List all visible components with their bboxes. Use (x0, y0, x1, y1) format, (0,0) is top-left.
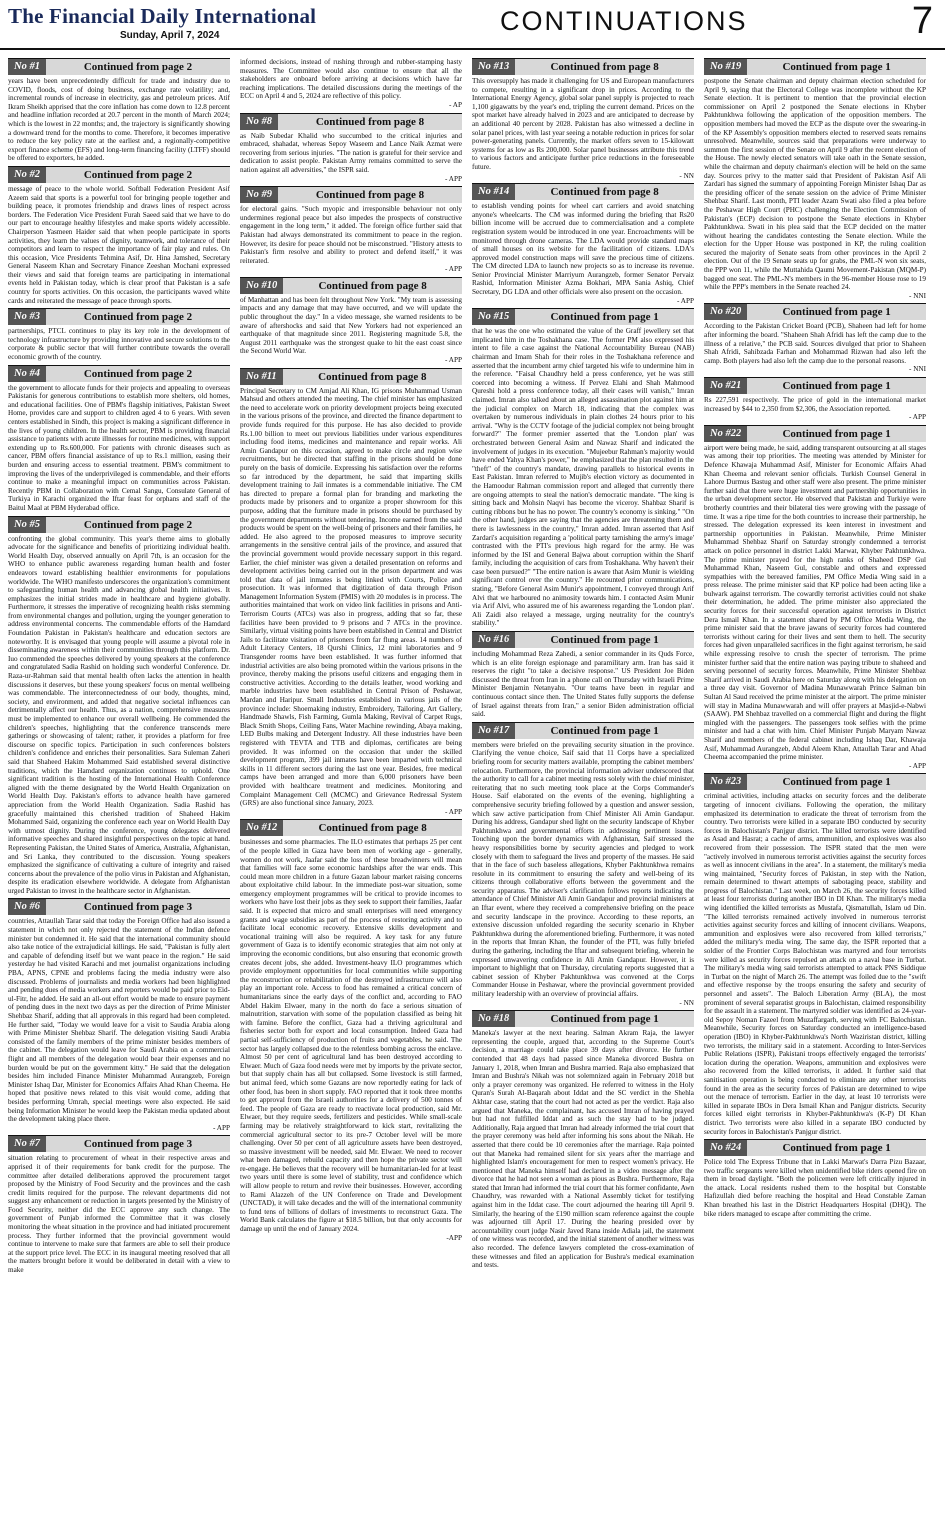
wire-credit: -APP (446, 1233, 462, 1242)
continuation-source: Continued from page 8 (318, 822, 427, 835)
continuation-header (472, 722, 694, 739)
continuation-header (472, 183, 694, 200)
continuation-source: Continued from page 8 (315, 189, 425, 202)
continuation-source: Continued from page 1 (782, 306, 891, 319)
continuation-block (8, 898, 230, 1132)
wire-credit: - AP (449, 100, 462, 109)
wire-credit: - NN (679, 171, 694, 180)
wire-credit: - APP (445, 807, 462, 816)
continuation-header (704, 425, 926, 442)
continuation-block (240, 58, 462, 110)
continuation-text: airport were being made, he said, adding transparent outsourcing at all stages was among their top priorities. The meeting was attended by Minister for Defence Khawaja Muhammad Asif, Minister for Economic Affairs Ahad Khan Cheema and relevant senior officials. Turkish Counsel General in Lahore Durmus Bastug and other staff were also present. The prime minister further said that there were huge investment and partnership opportunities in the urban development sector. He observed that Pakistan and Turkiye were brotherly countries and their bilateral ties were growing with the passage of time. It was a ripe time for the both countries to increase their partnership, he stressed. The delegation expressed its keen interest in investment and partnership opportunities in Pakistan. Meanwhile, Prime Minister Muhammad Shehbaz Sharif on Saturday strongly condemned a terrorist attack on police personnel in district Lakki Marwat, Khyber Pakhtunkhwa. The prime minister prayed for the high ranks of Shaheed DSP Gul Muhammad Khan, Naseem Gul, constable and others and expressed sympathies with the bereaved families, PM Office Media Wing said in a press release. The prime minister said that KP police had been acting like a bulwark against terrorism. The cowardly terrorist activities could not shake their determination, he added. The prime minister also appreciated the security forces for their successful operation against terrorists in District Dera Ismail Khan. In a statement shared by PM Office Media Wing, the prime minister said that the brave jawans of security forces had countered terrorists without caring for their lives and sent them to hell. The security forces had given unparalleled sacrifices in the fight against terrorism, he said while expressing resolve to crush the specter of terrorism. The prime minister further said that the entire nation was paying tribute to shaheed and serving personnel of security forces. Meanwhile, Prime Minister Shehbaz Sharif arrived in Saudi Arabia here on Saturday along with his delegation on a three day visit. Governor of Madina Munawwarah Prince Salman bin Sultan Al Saud received the prime minister at the airport. The prime minister will stay in Madina Munawwarah and will offer prayers at Masjid-e-Nabwi (SAAW). PM Shehbaz travelled on a commercial flight and during the flight mingled with the passengers. The passengers took selfies with the prime minister and had a chat with him. Chief Minister Punjab Maryam Nawaz Sharif and members of the federal cabinet including Ishaq Dar, Khawaja Asif, Muhammad Aurangzeb, Abdul Aleem Khan, Attaullah Tarar and Ahad Cheema accompanied the prime minister. (704, 443, 926, 762)
continuation-header (8, 58, 230, 75)
continuation-source: Continued from page 8 (318, 370, 427, 383)
continuation-block (472, 308, 694, 628)
continuation-source: Continued from page 1 (550, 634, 659, 647)
continuation-block (704, 377, 926, 422)
continuation-number: No #15 (472, 309, 515, 325)
continuation-text: message of peace to the whole world. Softball Federation President Asif Azeem said that sports is a powerful tool for bringing people together and building peace, it promotes friendship and draws lines of respect across borders. The Federation Vice President Furah Saeed said that we have to do our part to encourage healthy lifestyles and make sports widely accessible. Chairperson Yasmeen Haider said that when people participate in sports activities, they learn the values of dignity, teamwork, and tolerance of their competitors and learn to respect the importance of fair play and rules. On this occasion, Vice Presidents Tehmina Asif, Dr. Hina Jamshed, Secretary General Naseem Khan and Secretary Finance Zeeshan Mochani expressed their views and said that foreign teams are participating in international events held in Pakistan today, which is clear proof that Pakistan is a safe country for sports activities. On this occasion, the participants waved white cards and reiterated the message of peace through sports. (8, 184, 230, 305)
wire-credit: - APP (909, 413, 926, 422)
wire-credit: - NNI (909, 291, 926, 300)
continuation-text: years have been unprecedentedly difficult for trade and industry due to COVID, floods, cost of doing business, exchange rate volatility; and, incremental rounds of increase in electricity, gas and petroleum prices. Atif Ikram Sheikh apprised that the core inflation has come down to 12.8 percent and headline inflation recorded at 20.7 percent in the month of March 2024; which is the lowest in 22 months; and, the trajectory is significantly showing a downward trend for the months to come. Therefore, it becomes imperative to reduce the key policy rate at the earliest and, a regionally-competitive export finance scheme (EFS) and long-term financing facility (LTFF) should be offered to exporters, he added. (8, 77, 230, 163)
continuation-text: as Naib Subedar Khalid who succumbed to the critical injuries and embraced, shahadat, whereas Sepoy Waseem and Lance Naik Azmat were recovering from serious injuries. "The nation is grateful for their service and dedication to assist people. Pakistan Army remains committed to serve the nation against all adversities," the ISPR said. (240, 131, 462, 174)
continuation-block (472, 183, 694, 305)
continuation-source: Continued from page 8 (550, 61, 659, 73)
continuation-source: Continued from page 3 (83, 1138, 193, 1151)
continuation-text: This oversupply has made it challenging for US and European manufacturers to compete, resulting in a significant drop in prices. According to the International Energy Agency, global solar panel supply is projected to reach 1,100 gigawatts by the year's end, tripling the current demand. Prices on the spot market have already halved in 2023 and are anticipated to decrease by an additional 40 percent by 2028. Pakistan has also witnessed a decline in solar panel prices, with last year seeing a notable reduction in prices for solar power-generating panels. Currently, the market offers seven to 15-kilowatt systems for as low as Rs 200,000. Solar panel businesses attribute this trend to various factors and anticipate further price reductions in the foreseeable future. (472, 77, 694, 171)
continuation-block (472, 631, 694, 719)
continuation-header (8, 308, 230, 325)
wire-credit: - APP (445, 265, 462, 274)
continuation-source: Continued from page 2 (83, 168, 193, 181)
continuation-source: Continued from page 2 (83, 311, 193, 324)
continuation-header (8, 166, 230, 183)
continuation-header (240, 819, 462, 836)
wire-credit: - APP (909, 761, 926, 770)
continuation-text: partnerships, PTCL continues to play its key role in the development of technology infrastructure by providing innovative and secure solutions to the corporate & public sector that will further contribute towards the overall economic growth of the country. (8, 327, 230, 362)
continuation-text: the government to allocate funds for their projects and appealing to overseas Pakistanis for generous contributions to establish more shelters, old homes, and educational facilities. One of PBM's flagship initiatives, Pakistan Sweet Home, provides care and support to children aged 4 to 6 years. With seven centers established in Sindh, this project is making a significant difference in the lives of young children. In the health sector, PBM is providing financial assistance to patients with acute illnesses for routine medicines, with support extending up to Rs.600,000. For patients with chronic diseases such as cancer, PBM offers financial assistance of up to Rs.1 million, easing their burden and ensuring access to essential treatment. PBM's commitment to improving the lives of the underprivileged is commendable, and their efforts continue to make a meaningful impact on communities across Pakistan. Recently PBM in Collaboration with Cemal Sangu, Consulate General of Turkiya in Karachi organized the Iftar feast for orphans and staff of the Baitul Maal at PBM Hyderabad office. (8, 383, 230, 512)
continuation-block (8, 1135, 230, 1274)
continuation-source: Continued from page 1 (782, 427, 891, 440)
continuation-block (472, 1010, 694, 1270)
continuation-number: No #4 (8, 366, 46, 382)
continuation-header (704, 58, 926, 75)
continuation-block (704, 1139, 926, 1218)
wire-credit: - NNI (909, 365, 926, 374)
continuation-block (240, 277, 462, 365)
continuation-block (8, 166, 230, 305)
continuation-header (472, 308, 694, 325)
continuation-number: No #23 (704, 774, 747, 790)
continuation-number: No #24 (704, 1140, 747, 1156)
columns-container (0, 50, 945, 1528)
continuation-source: Continued from page 1 (550, 724, 659, 737)
continuation-number: No #14 (472, 184, 515, 200)
continuation-text: Police told The Express Tribune that in Lakki Marwat's Darra Pizu Bazaar, two traffic sergeants were killed when unidentified bike riders opened fire on them in broad daylight. "Both the policemen were left critically injured in the attack. Local residents rushed them to the hospital but Constable Hafizullah died before reaching the hospital and Head Constable Zaman Khan breathed his last in the District Headquarters Hospital (DHQ). The bike riders managed to escape after committing the crime. (704, 1158, 926, 1218)
wire-credit: - APP (213, 1123, 230, 1132)
continuation-number: No #22 (704, 426, 747, 442)
continuation-block (704, 58, 926, 300)
brand (8, 4, 316, 41)
continuation-text: postpone the Senate chairman and deputy chairman election scheduled for April 9, saying that the Electoral College was incomplete without the KP Senate election. It is pertinent to mention that the provincial election commissioner on April 2 postponed the Senate elections in Khyber Pakhtunkhwa following the application of the opposition members. The opposition members had moved the ECP as the dispute over the swearing-in of the KP Assembly's opposition members elected to reserved seats remains unresolved. Meanwhile, sources said that preparations were underway to summon the first session of the Senate on April 9 after the recent election of the House. The newly elected senators will take oath in the Senate session, while the chairman and deputy chairman's election will be held on the same day. Sources privy to the matter said that President of Pakistan Asif Ali Zardari has signed the summary of appointing Foreign Minister Ishaq Dar as the presiding officer of the senate session on the advice of Prime Minister Shehbaz Sharif. Last month, PTI leader Azam Swati also filed a plea before the Peshawar High Court (PHC) challenging the Election Commission of Pakistan's (ECP) decision to postpone the Senate elections in Khyber Pakhtunkhwa. Swati in his plea said that the ECP decided on the matter without hearing the candidates contesting the Senate election. While the election for the Upper House was postponed in KP, the ruling coalition secured the majority of Senate seats from other provinces in the April 2 election. Out of the 19 Senate seats up for grabs, the PML-N won six seats, the PPP won 11, while the Muttahida Qaumi Movement-Pakistan (MQM-P) bagged one seat. The PML-N's members in the 96-member House rose to 19 while the PPP's members in the Senate reached 24. (704, 77, 926, 292)
continuation-number: No #2 (8, 167, 46, 183)
continuation-number: No #12 (240, 820, 283, 836)
continuation-source: Continued from page 3 (83, 901, 193, 914)
continuation-header (240, 277, 462, 294)
continuation-header (8, 1135, 230, 1152)
continuation-header (240, 368, 462, 385)
wire-credit: - APP (445, 356, 462, 365)
column-1 (8, 58, 230, 1528)
continuation-header (472, 631, 694, 648)
continuation-number: No #1 (8, 59, 46, 75)
continuation-source: Continued from page 1 (782, 1142, 891, 1155)
continuation-block (240, 186, 462, 274)
section-title: CONTINUATIONS (500, 6, 748, 36)
continuation-header (8, 898, 230, 915)
continuation-source: Continued from page 2 (83, 367, 193, 380)
continuation-text: Maneka's lawyer at the next hearing. Salman Akram Raja, the lawyer representing the couple, argued that, according to the Supreme Court's decision, a marriage could take place 39 days after divorce. He further contended that 48 days had passed since Maneka divorced Bushra on January 1, 2018, when Imran and Bushra married. Raja also emphasized that Imran and Bushra's Nikah was not solemnized again in February 2018 but only a prayer ceremony was organized. He referred to witness in the Holy Quran's Surah Al-Baqarah about Iddat and the SC verdict in the Shehla Akhtar case, stating that the court had not acted as per the verdict. Raja also argued that Maneka, the complainant, has accused Imran of having prayed but had not fulfilled Iddat and as such the stay had to be judged. Additionally, Raja argued that Imran had already informed the trial court that the prayer ceremony was held after informing his sons about the Nikah. He asserted that there could be 10 ceremonies after the marriage. Raja pointed out that Maneka had remained silent for six years after the marriage and highlighted Islam's encouragement for men to respect women's privacy. He mentioned that Maneka himself had declared in a video message after the divorce that he had not seen a woman as pious as Bushra. Furthermore, Raja stated that Imran had informed the trial court that his former confidante, Awn Chaudhry, was rewarded with a National Assembly ticket for testifying against him in the Iddat case. The court adjourned the hearing till April 9. Similarly, the hearing of the £190 million scam reference against the couple was adjourned till April 17. During the hearing presided over by accountability court judge Nasir Javed Rana inside Adiala jail, the statement of one witness was recorded, and the initial statement of another witness was also recorded. The defence lawyers completed the cross-examination of these witnesses and filed an application for Bushra's medical examination and tests. (472, 1029, 694, 1270)
continuation-block (704, 303, 926, 374)
continuation-header (704, 1139, 926, 1156)
continuation-source: Continued from page 1 (782, 380, 891, 392)
continuation-text: situation relating to procurement of wheat in their respective areas and apprised it of their requirements for bank credit for the purpose. The committee after detailed deliberations approved the procurement target proposed by the Ministry of Food Security and the provinces and the cash credit limits required for the purpose. The relevant departments did not suggest any enhancement or reduction in targets presented by the Ministry of Food Security, neither did the ECC approve any such change. The government of Punjab informed the Committee that it was closely monitoring the wheat situation in the province and had initiated procurement process. They further informed that the provincial government would continue to intervene to make sure that farmers are able to sell their produce at the support price level. The ECC in its inaugural meeting resolved that all the matters brought before it would be deliberated in detail with a view to make (8, 1154, 230, 1275)
continuation-number: No #11 (240, 369, 283, 385)
continuation-header (8, 516, 230, 533)
continuation-header (704, 303, 926, 320)
continuation-text: informed decisions, instead of rushing through and rubber-stamping hasty measures. The Committee would also continue to ensure that all the stakeholders are onboard before arriving at decisions which have far reaching implications. The detailed discussions during the meetings of the ECC on April 4 and 5, 2024 are reflective of this policy. (240, 58, 462, 101)
continuation-number: No #5 (8, 517, 46, 533)
column-3 (472, 58, 694, 1528)
continuation-text: businesses and some pharmacies. The ILO estimates that perhaps 25 per cent of the people killed in Gaza have been men of working age - generally, women do not work, Jaafar said the loss of these breadwinners will mean that families will face some economic hardships after the war ends. This could mean more children in a future Gazan labour market raising concerns about exploitative child labour. In the immediate post-war situation, some emergency employment programmes will be critical to provide incomes to workers who have lost their jobs as they seek to support their families, Jaafar said. It is expected that micro and small enterprises will need emergency grants and wage subsidies as part of the process of restoring activity and to facilitate local economic recovery. Extensive skills development and vocational training will also be required. A key task for any future government of Gaza is to identify economic strategies that aim not only at improving the economic conditions, but also ensuring that economic growth creates decent jobs, she added. Investment-heavy ILO programmes which provide employment opportunities for local communities while supporting the reconstruction or rehabilitation of the destroyed infrastructure will also play an important role. Access to food has remained a critical concern of humanitarians since the early days of the conflict and, according to FAO Abdel Hakim Elwaer, many in the north do face a serious situation of malnutrition, starvation with some of the population classified as being hit with famine. Before the conflict, Gaza had a thriving agricultural and fisheries sector both for export and local consumption. Indeed Gaza had partial self-sufficiency of production of fruits and vegetables, he said. The sector has largely collapsed due to the relentless bombing across the enclave. Almost 50 per cent of agricultural land has been destroyed according to Elwaer. Much of Gaza food needs were met by imports by the private sector, but that supply chain has all but collapsed. Some livestock is still farmed, but animal feed, which some Gazans are now reportedly eating for lack of other food, has been in short supply. FAO reported that it took three months to get approval from the Israeli authorities for a delivery of 500 tonnes of feed. The people of Gaza are ready to reactivate local production, said Mr. Elwaer, but they require seeds, fertilizers and pesticides. While small-scale farming may be relatively straightforward to kick start, revitalizing the commercial agricultural sector to its pre-7 October level will be more challenging. Over 50 per cent of all agriculture assets have been destroyed, so massive investment will be needed, said Mr. Elwaer. We need to recover what been damaged, rebuild capacity and then hope the private sector will re-engage. He believes that the recovery will be humanitarian-led for at least two years until there is some level of stability, trust and confidence which will allow people to return and revive their businesses. However, according to Rami Alazzeh of the UN Conference on Trade and Development (UNCTAD), it will take decades and the will of the international community to fund tens of billions of dollars of investments to reconstruct Gaza. The World Bank calculates the figure at $18.5 billion, but that only accounts for damage up until the end of January 2024. (240, 838, 462, 1234)
continuation-text: of Manhattan and has been felt throughout New York. "My team is assessing impacts and any damage that may have occurred, and we will update the public throughout the day." In a video message, she warned residents to be aware of aftershocks and said that New Yorkers had not experienced an earthquake of that magnitude since 2011. Registering magnitude 5.8, the August 2011 earthquake was the strongest quake to hit the east coast since the Second World War. (240, 295, 462, 356)
continuation-block (240, 368, 462, 817)
continuation-block (240, 819, 462, 1242)
continuation-number: No #18 (472, 1011, 515, 1027)
continuation-number: No #20 (704, 304, 747, 320)
continuation-text: Rs 227,591 respectively. The price of gold in the international market increased by $44 to 2,350 from $2,306, the Association reported. (704, 396, 926, 413)
continuation-block (472, 722, 694, 1007)
continuation-block (8, 58, 230, 163)
continuation-number: No #3 (8, 309, 46, 325)
continuation-source: Continued from page 1 (782, 776, 891, 789)
continuation-block (704, 773, 926, 1136)
continuation-number: No #17 (472, 723, 515, 739)
continuation-source: Continued from page 8 (550, 186, 659, 199)
continuation-source: Continued from page 8 (318, 279, 427, 292)
continuation-text: According to the Pakistan Cricket Board (PCB), Shaheen had left for home after informing the board. "Shaheen Shah Afridi has left the camp due to the illness of a relative," the PCB said. Sources divulged that prior to Shaheen Shah Afridi, Sahibzada Farhan and Mohammad Rizwan had also left the camp. Both players had also left the camp due to the personal reasons. (704, 322, 926, 365)
continuation-source: Continued from page 2 (83, 518, 193, 531)
continuation-block (8, 516, 230, 896)
continuation-number: No #9 (240, 187, 278, 203)
continuation-block (472, 58, 694, 180)
column-4 (704, 58, 926, 1528)
continuation-source: Continued from page 1 (550, 311, 659, 324)
continuation-number: No #6 (8, 899, 46, 915)
continuation-source: Continued from page 8 (315, 115, 425, 128)
masthead (0, 0, 945, 50)
continuation-number: No #21 (704, 378, 747, 394)
continuation-header (472, 58, 694, 75)
issue-date: Sunday, April 7, 2024 (120, 30, 220, 41)
continuation-block (704, 425, 926, 771)
continuation-text: Principal Secretary to CM Amjad Ali Khan, IG prisons Muhammad Usman Mahsud and others attended the meeting. The chief minister has emphasized the need to accelerate work on priority development projects being executed in the various prisons of the province, and directed the finance department to provide funds required for this purpose. He has also decided to provide Rs.1.00 billion to meet out previous liabilities under various expenditures including food items, medicines and maintenance and repair works. Ali Amin Gandapur on this occasion, agreed to make circle and region wise recruitments, but he directed that staffing in the prisons should be done purely on the basis of domicile. Expressing his satisfaction over the reforms so far introduced by the department, he said that imparting skills development training to Jail inmates is a commendable initiative. The CM has directed to prepare a formal plan for branding and marketing the products made by prisoners and to organize a proper showroom for this purpose, adding that the furniture made in prisons should be purchased by the government departments without tendering. Income earned from the said products would be spent on the well-being of prisoners and their families, he added. He also agreed to the proposed measures to improve security arrangements in the sensitive central jails of the province, and assured that the provincial government would provide necessary support in this regard. Earlier, the chief minister was given a detailed presentation on reforms and development activities being carried out in the prison department and was told that data of jail inmates is being linked with Courts, Police and prosecution. It was informed that digitization of data through Prison Management Information System (PMIS) with 20 modules is in process. The authorities maintained that work on video link facilities in prisons and Anti-Terrorism Courts (ATCs) was also in progress, adding that so far, these facilities have been provided to 9 prisons and 7 ATCs in the province. Similarly, virtual visiting points have been established in Central and District Jails to facilitate visitation of prisoners from far flung areas. 14 numbers of Adult Literacy Centers, 18 Qurshi Clinics, 12 mini laboratories and 9 Transgender rooms have been established. It was further informed that industrial activities are also being promoted within the various prisons in the province, thereby making the prisons useful citizens and engaging them in constructive activities. According to the details leather, wood working and marble industries have been established in Central Prison of Peshawar, Mardan and Haripur. Small Industries established in various jails of the province include: Shoemaking industry, Embroidery, Tailoring, Art Gallery, Handmade Shawls, Fish Farming, Gumla Making, Revival of Carpet Rugs, Black Smith Shops, Ceiling Fans, Water Machine rewinding, Abaya making, LED Bulbs making and Detergent Industry. All these industries have been registered with TEVTA and TTB and diplomas, certificates are being provided. It was informed on the occasion that under the skilled development program, 399 jail inmates have been imparted with technical skills in 11 different sectors during the last one year. Besides, free medical camps have been arranged and more than 6,000 prisoners have been provided with healthcare treatment and medicines. Monitoring and Complaint Management Cell (MCMC) and Grievance Redressal System (GRS) are also functional since January, 2023. (240, 386, 462, 808)
wire-credit: - APP (445, 174, 462, 183)
continuation-header (8, 365, 230, 382)
continuation-number: No #8 (240, 114, 278, 130)
continuation-source: Continued from page 1 (550, 1013, 659, 1026)
continuation-header (704, 773, 926, 790)
continuation-number: No #16 (472, 632, 515, 648)
wire-credit: - NN (679, 998, 694, 1007)
continuation-text: to establish vending points for wheel cart carriers and avoid snatching anyone's wheelcarts. The CM was informed during the briefing that Rs20 billion income will be accrued due to commercialisation and a complete registration system would be introduced in one year. Encroachments will be monitored through drone cameras. The LDA would provide standard maps of small houses on its website for the facilitation of citizens. LDA's approved model construction maps will save the precious time of citizens. The CM directed LDA to launch new projects so as to increase its revenue. Senior Provincial Minister Marriyum Aurangzeb, former Senator Pervaiz Rashid, Information Minister Azma Bokhari, MPA Sania Ashiq, Chief Secretary, DG LDA and other officials were also present on the occasion. (472, 202, 694, 297)
continuation-block (8, 308, 230, 361)
continuation-header (472, 1010, 694, 1027)
continuation-source: Continued from page 1 (782, 61, 891, 73)
continuation-number: No #19 (704, 59, 747, 75)
continuation-text: members were briefed on the prevailing security situation in the province. Clarifying the venue choice, Saif said that 11 Corps have a specialized briefing room for security matters available, prompting the cabinet members' relocation. Furthermore, the provincial information adviser underscored that the authority to call for a cabinet meeting rests solely with the chief minister, reiterating that no such meeting took place at the Corps Commander's House. Saif elaborated on the events of the evening, highlighting a comprehensive security briefing followed by a question and answer session, which saw active participation from Chief Minister Ali Amin Gandapur. During his address, Gandapur shed light on the security landscape of Khyber Pakhtunkhwa and governmental efforts in addressing pertinent issues. Touching upon the border dynamics with Afghanistan, Saif stressed the heavy responsibilities borne by security agencies and pledged to work closely with them to safeguard the lives and property of the masses. He said that in the face of such baseless allegations, Khyber Pakhtunkhwa remains resolute in its commitment to ensuring the safety and well-being of its citizens through collaborative efforts between the government and the security apparatus. The adviser's clarification follows reports indicating the attendance of Chief Minister Ali Amin Gandapur and provincial ministers at an Iftar event, where they received a comprehensive briefing on the peace and security landscape in the province. According to these reports, an extensive discussion unfolded regarding the security scenario in Khyber Pakhtunkhwa during the aforementioned briefing. Furthermore, it was noted in the reports that Imran Khan, the founder of the PTI, was fully briefed during the gathering, including the Iftar and subsequent briefing, wherein he expressed unwavering confidence in Ali Amin Gandapur. However, it is important to highlight that on Thursday, circulating reports suggested that a cabinet session of Khyber Pakhtunkhwa was convened at the Corps Commander House in Peshawar, where the provincial government provided military leadership with an overview of provincial affairs. (472, 740, 694, 998)
wire-credit: - APP (677, 296, 694, 305)
continuation-header (704, 377, 926, 394)
continuation-number: No #10 (240, 278, 283, 294)
continuation-text: for electoral gains. "Such myopic and irresponsible behaviour not only undermines regional peace but also impedes the prospects of constructive engagement in the long term," it added. The foreign office further said that Pakistan had always demonstrated its commitment to peace in the region. However, its desire for peace should not be misconstrued. "History attests to Pakistan's firm resolve and ability to protect and defend itself," it was reiterated. (240, 205, 462, 265)
continuation-text: criminal activities, including attacks on security forces and the deliberate targeting of innocent civilians. Following the operation, the military emphasized its determination to eradicate the threat of terrorism from the country. Two terrorists were killed in a separate IBO conducted by security forces in Balochistan's Panjgur district. The killed terrorists were identified as Asad and Hasrat; a cache of arms, ammunition, and explosives was also recovered from their possession. The ISPR stated that the men were "actively involved in numerous terrorist activities against the security forces as well as innocent civilians in the area". In a statement, the military's media wing maintained, "Security forces of Pakistan, in step with the Nation, remain determined to thwart attempts of sabotaging peace, stability and progress of Balochistan." Last week, on March 26, the security forces killed at least four terrorists during another IBO in DI Khan. The military's media wing identified the killed terrorists as Mustafa, Qismatullah, Islam ud Din. "The killed terrorists remained actively involved in numerous terrorist activities against security forces and killing of innocent civilians. Weapons, ammunition and explosives were also recovered from killed terrorists," added the military's media wing. The same day, the ISPR reported that a soldier of the Frontier Corps Balochistan was martyred and four terrorists were killed as security forces repulsed an attack on a naval base in Turbat. The military's media wing said terrorists attempted to attack PNS Siddique in Turbat on the night of March 26. The attempt was foiled due to the "swift and effective response by the troops ensuring the safety and security of personnel and assets". The Baloch Liberation Army (BLA), the most prominent of several separatist groups in Balochistan, claimed responsibility for the assault in a statement. The martyred soldier was identified as 24-year-old Sepoy Noman Fazeel from Muzaffargarh, serving with FC Balochistan. Meanwhile, Security forces on Saturday conducted an intelligence-based operation (IBO) in Khyber-Pakhtunkhwa's North Waziristan district, killing two terrorists, the military said in a statement. According to Inter-Services Public Relations (ISPR), Pakistani troops effectively engaged the terrorists' location during the operation. Weapons, ammunition and explosives were also recovered from the killed terrorists, it added. It further said that sanitisation operation is being conducted to eliminate any other terrorists found in the area as the security forces of Pakistan are determined to wipe out the menace of terrorism. Earlier in the day, at least 10 terrorists were killed in separate IBOs in Dera Ismail Khan and Panjgur districts. Security forces killed eight terrorists in Khyber-Pakhtunkhwa's (K-P) DI Khan district. Two terrorists were also killed in a separate IBO conducted by security forces in Balochistan's Panjgur district. (704, 792, 926, 1136)
page-number: 7 (911, 0, 933, 42)
continuation-number: No #7 (8, 1136, 46, 1152)
continuation-text: that he was the one who estimated the value of the Graff jewellery set that implicated him in the Toshakhana case. The former PM also expressed his intent to file a case against the National Accountability Bureau (NAB) chairman and Imam Shah for their roles in the Toshakhana reference and asserted that the incumbent army chief targeted his wife to undermine him in the reference. "Faisal Chaudhry held a press conference, yet he was still coerced into becoming a witness. If Pervez Elahi and Shah Mahmood Qureshi hold a press conference today, all their cases will vanish," Imran claimed. Imran also talked about an alleged assassination plot against him at the judicial complex on March 18, indicating that the complex was overtaken by numerous individuals in plain clothes 24 hours prior to his arrival. "Why is the CCTV footage of the judicial complex not being brought forward?" The former premier asserted that the 'London plan' was orchestrated between General Asim and Nawaz Sharif and indicated the involvement of judges in its execution. "Mujeebur Rahman's majority would have ended Yahya Khan's power," he emphasized that the plan resulted in the "theft" of the country's mandate, drawing parallels to historical events in East Pakistan. Imran referred to Mujib's election victory as documented in the Hamoodur Rahman commission report and alleged that currently there are ongoing attempts to steal the nation's democratic mandate. "The king is sitting back and Mohsin Naqvi has become the viceroy. Shahbaz Sharif is cutting ribbons but he has no power. The country's economy is sinking." "On the other hand, judges are saying that the agencies are threatening them and there is lawlessness in the country," Imran added. Imran asserted that Asif Zardari's acquisition regarding a 'political party tarnishing the army's image' contrasted with the PTI's previous high regard for the army. He was informed by the ISI and General Bajwa about corruption within the Sharif family, including the acquisition of cars from Toshakhana. Why haven't their case been pursued?" "The entire nation is aware that Asim Munir is wielding significant control over the country." He recounted prior communications, stating, "Before General Asim Munir's appointment, I conveyed through Arif Alvi that we harboured no animosity towards him. I contacted Asim Munir via Arif Alvi, who assured me of his awareness regarding the 'London plan'. Ali Zaidi also relayed a message, urging neutrality for the country's stability." (472, 327, 694, 628)
newspaper-title: The Financial Daily International (8, 4, 317, 28)
continuation-text: countries, Attaullah Tarar said that today the Foreign Office had also issued a statement in which not only rejected the statement of the Indian defence minister but condemned it. He said that the international community should also take notice of the extrajudicial killings. He said, "Pakistan is fully alert and capable of defending itself but we want peace in the region." He said yesterday he had visited Karachi and met journalist organizations including PBA, APNS, CPNE and problems facing the media industry were also discussed. Problems of journalists and media workers had been highlighted and pending dues of media workers and reporters would be paid prior to Eid-ul-Fitr, he added. He said an all-out effort would be made to ensure payment of pending dues in the next two days as per the direction of Prime Minister Shehbaz Sharif, adding that all approvals in this regard had been completed. He further said, "Today we would leave for a visit to Saudia Arabia along with Prime Minister Shehbaz Sharif. The delegation visiting Saudi Arabia consisted of the family members of the prime minister besides members of the cabinet. The delegation would leave for Saudi Arabia on a commercial flight and all members of the delegation would bear their expenses and no burden would be put on the government kitty." He said that the delegation besides him included Finance Minister Muhammad Aurangzeb, Foreign Minister Ishaq Dar, Minister for Economics Affairs Ahad Khan Cheema. He hoped that positive news related to this visit would come, adding that besides performing Umrah, special meetings were also expected. He said being Information Minister he would keep the Pakistan media updated about the development taking place there. (8, 917, 230, 1124)
continuation-number: No #13 (472, 59, 515, 75)
continuation-header (240, 113, 462, 130)
continuation-source: Continued from page 2 (83, 61, 193, 73)
continuation-text: confronting the global community. This year's theme aims to globally advocate for the significance and benefits of prioritizing individual health. World Health Day, observed annually on April 7th, is an occasion for the WHO to enhance public awareness regarding human health and foster endeavors toward establishing healthier environments for populations worldwide. The WHO manifesto underscores the organization's commitment to safeguarding human health and advancing global health initiatives. It emphasizes the initial strides made in healthcare and hygiene globally. Furthermore, it stresses the imperative of recognizing health risks stemming from environmental changes and pollution, urging the younger generation to address environmental concerns. The commendable efforts of the Hamdard Foundation Pakistan in Pakistan's healthcare and education sectors are noteworthy. It is envisaged that young people will assume a pivotal role in disseminating awareness within their communities through this platform. Dr. Iuo commended the speeches delivered by young speakers at the conference and congratulated Sadia Rashid on holding such wonderful Conference. Dr. Raza-ur-Rahman said that mental health often lacks the attention in health discussions it deserves, but these young speakers' focus on mental wellbeing was commendable. The interconnectedness of our body, thoughts, mind, society, and environment, and added that negative societal influences can detrimentally affect our health. Thus, as a nation, comprehensive measures must be implemented to enhance our overall wellbeing. He commended the children's speeches, highlighting that the conference transcends mere gatherings or showcasing of talent; rather, it provides a platform for free discourse on specific topics. Participation in such conferences bolsters children's confidence and enriches their personalities. Sara Suleman Zaheri said that Shaheed Hakim Mohammed Said established several distinctive traditions, which the Hamdard organization continues to uphold. One significant tradition is the hosting of the International Health Conference aligned with the theme designated by the World Health Organization on World Health Day. Pakistan's efforts to advance health have garnered appreciation from the World Health Organization. Sadia Rashid has gracefully maintained this cherished tradition of Shaheed Hakim Mohammed Said, organizing the conference each year on World Health Day with utmost dignity. During the conference, young delegates delivered informative speeches and shared insightful perspectives on the topic at hand. Representing Pakistan, the United States of America, Australia, Afghanistan, and Sri Lanka, they contributed to the discussion. Young speakers emphasized the significance of cultivating a culture of integrity and raised concerns about the prevalence of the polio virus in Pakistan and Afghanistan, despite its eradication elsewhere worldwide. A delegate from Afghanistan urged Pakistan to invest in the healthcare sector in Afghanistan. (8, 534, 230, 895)
column-2 (240, 58, 462, 1528)
continuation-header (240, 186, 462, 203)
continuation-text: including Mohammad Reza Zahedi, a senior commander in its Quds Force, which is an elite foreign espionage and paramilitary arm. Iran has said it reserves the right "to take a decisive response." US President Joe Biden discussed the threat from Iran in a phone call on Thursday with Israeli Prime Minister Benjamin Netanyahu. "Our teams have been in regular and continuous contact since then. The United States fully supports the defense of Israel against threats from Iran," a senior Biden administration official said. (472, 650, 694, 719)
continuation-block (8, 365, 230, 513)
continuation-block (240, 113, 462, 184)
